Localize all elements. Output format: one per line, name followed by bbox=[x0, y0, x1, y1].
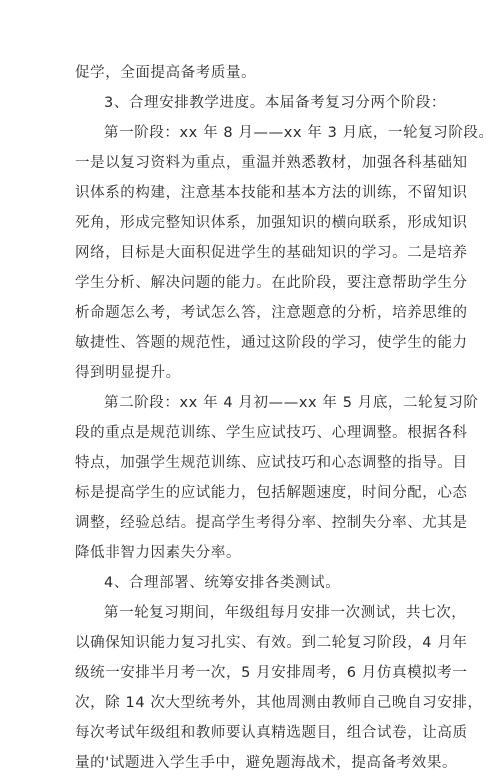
text-line: 次，除 14 次大型统考外，其他周测由教师自己晚自习安排， bbox=[75, 695, 483, 711]
text-line: 敏捷性、答题的规范性，通过这阶段的学习，使学生的能力 bbox=[75, 335, 468, 351]
text-line: 调整，经验总结。提高学生考得分率、控制失分率、尤其是 bbox=[75, 515, 468, 531]
text-line: 死角，形成完整知识体系，加强知识的横向联系，形成知识 bbox=[75, 215, 468, 231]
text-line: 析命题怎么考，考试怎么答，注意题意的分析，培养思维的 bbox=[75, 305, 468, 321]
text-line: 促学，全面提高备考质量。 bbox=[75, 65, 257, 81]
text-line: 第一阶段：xx 年 8 月——xx 年 3 月底，一轮复习阶段。 bbox=[104, 125, 494, 141]
text-line: 第二阶段：xx 年 4 月初——xx 年 5 月底，二轮复习阶 bbox=[104, 395, 479, 411]
text-line: 一是以复习资料为重点，重温并熟悉教材，加强各科基础知 bbox=[75, 155, 468, 171]
text-line: 网络，目标是大面积促进学生的基础知识的学习。二是培养 bbox=[75, 245, 468, 261]
text-line: 级统一安排半月考一次，5 月安排周考，6 月仿真模拟考一 bbox=[75, 665, 468, 681]
text-line: 每次考试年级组和教师要认真精选题目，组合试卷，让高质 bbox=[75, 725, 468, 741]
text-line: 学生分析、解决问题的能力。在此阶段，要注意帮助学生分 bbox=[75, 275, 468, 291]
text-line: 得到明显提升。 bbox=[75, 365, 181, 381]
text-line: 降低非智力因素失分率。 bbox=[75, 545, 242, 561]
text-line: 标是提高学生的应试能力，包括解题速度，时间分配，心态 bbox=[75, 485, 468, 501]
text-line: 3、合理安排教学进度。本届备考复习分两个阶段： bbox=[104, 95, 447, 111]
text-line: 量的'试题进入学生手中，避免题海战术，提高备考效果。 bbox=[75, 755, 458, 771]
text-line: 以确保知识能力复习扎实、有效。到二轮复习阶段，4 月年 bbox=[75, 635, 468, 651]
text-line: 第一轮复习期间，年级组每月安排一次测试，共七次， bbox=[104, 605, 467, 621]
document-body bbox=[75, 58, 494, 778]
text-line: 段的重点是规范训练、学生应试技巧、心理调整。根据各科 bbox=[75, 425, 468, 441]
text-line: 特点，加强学生规范训练、应试技巧和心态调整的指导。目 bbox=[75, 455, 468, 471]
text-line: 4、合理部署、统筹安排各类测试。 bbox=[104, 575, 341, 591]
text-line: 识体系的构建，注意基本技能和基本方法的训练，不留知识 bbox=[75, 185, 468, 201]
